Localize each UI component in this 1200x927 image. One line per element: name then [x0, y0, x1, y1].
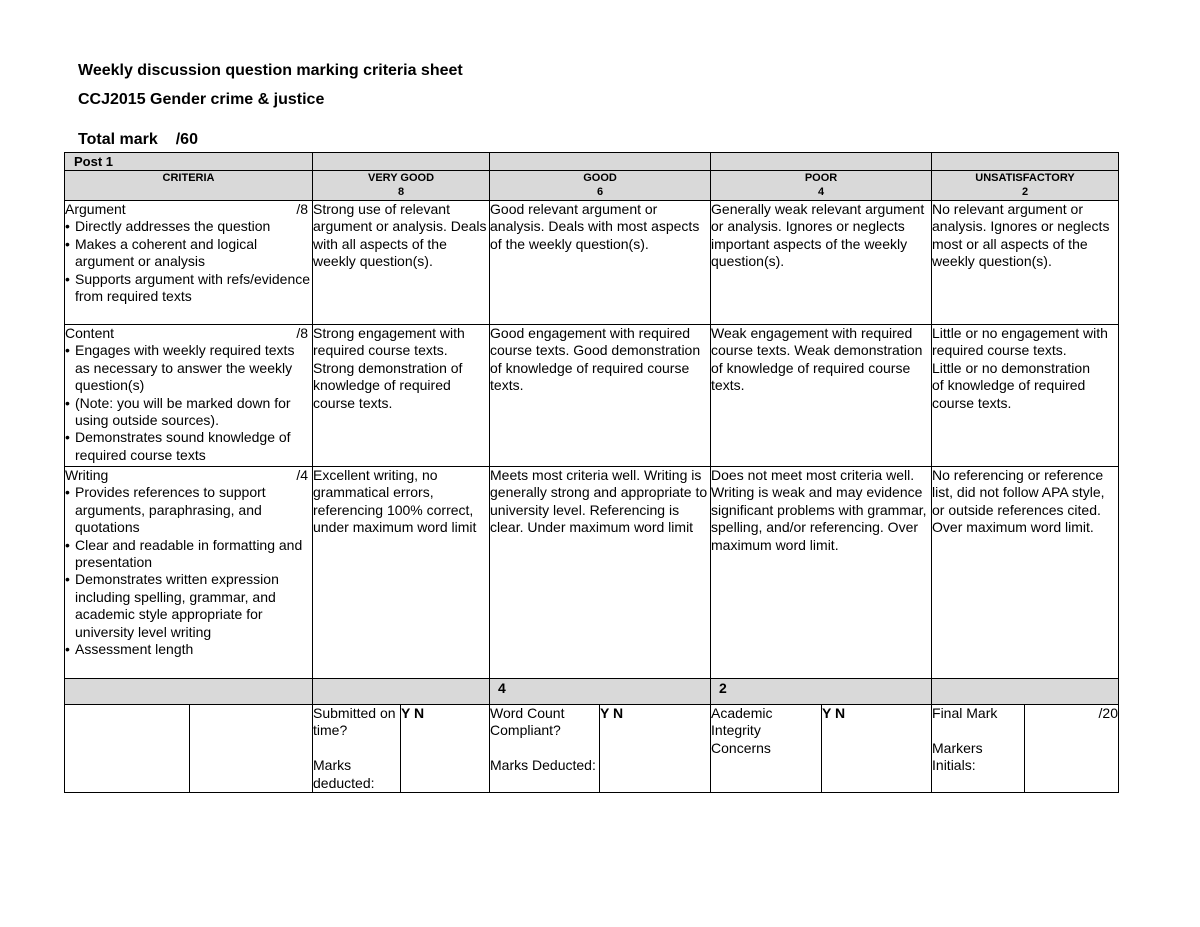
criteria-row-argument — [65, 201, 1119, 325]
integrity-label: Academic Integrity Concerns — [711, 705, 773, 756]
criteria-cell-argument — [65, 201, 313, 325]
header-poor: POOR 4 — [711, 171, 932, 201]
criteria-max: /4 — [296, 467, 309, 483]
wordcount-cell — [490, 705, 600, 793]
criteria-name: Argument — [65, 201, 126, 217]
writing-very-good: Excellent writing, no grammatical errors, referencing 100% correct, under maximum word limit — [313, 467, 490, 679]
total-mark-label: Total mark — [78, 131, 158, 148]
criteria-bullet: • (Note: you will be marked down for using outside sources). — [65, 395, 312, 430]
criteria-max: /8 — [296, 201, 309, 217]
argument-unsatisfactory: No relevant argument or analysis. Ignores or neglects most or all aspects of the weekly question(s). — [932, 201, 1119, 325]
footer-row — [65, 705, 1119, 793]
wordcount-label: Word Count Compliant? — [490, 705, 565, 739]
content-good: Good engagement with required course texts. Good demonstration of knowledge of required course texts. — [490, 325, 711, 467]
total-mark-value: /60 — [175, 131, 198, 148]
marking-rubric-table — [64, 152, 1119, 793]
final-mark-label: Final Mark — [932, 705, 998, 721]
post-cell — [65, 153, 313, 171]
criteria-bullet: • Clear and readable in formatting and presentation — [65, 537, 312, 572]
course-title: CCJ2015 Gender crime & justice — [78, 91, 325, 108]
criteria-name: Content — [65, 325, 115, 341]
criteria-cell-writing — [65, 467, 313, 679]
submitted-label: Submitted on time? — [313, 705, 396, 739]
criteria-bullet: • Demonstrates sound knowledge of required course texts — [65, 429, 312, 464]
content-unsatisfactory: Little or no engagement with required course texts. Little or no demonstration of knowledge of required course texts. — [932, 325, 1119, 467]
header-row — [65, 171, 1119, 201]
header-good: GOOD 6 — [490, 171, 711, 201]
footer-blank-1 — [65, 705, 190, 793]
header-criteria: CRITERIA — [65, 171, 313, 201]
criteria-bullet: • Engages with weekly required texts as necessary to answer the weekly question(s) — [65, 342, 312, 394]
criteria-bullet: • Supports argument with refs/evidence from required texts — [65, 271, 312, 306]
criteria-row-writing — [65, 467, 1119, 679]
final-mark-value: /20 — [1025, 705, 1119, 793]
post-row — [65, 153, 1119, 171]
criteria-bullet: • Directly addresses the question — [65, 218, 312, 235]
criteria-bullet: • Provides references to support arguments, paraphrasing, and quotations — [65, 484, 312, 536]
criteria-bullet: • Makes a coherent and logical argument or analysis — [65, 236, 312, 271]
writing-poor: Does not meet most criteria well. Writing is weak and may evidence significant problems with grammar, spelling, and/or referencing. Over maximum word limit. — [711, 467, 932, 679]
wordcount-deducted-label: Marks Deducted: — [490, 757, 596, 774]
writing-unsatisfactory: No referencing or reference list, did not follow APA style, or outside references cited. Over maximum word limit. — [932, 467, 1119, 679]
score-row — [65, 679, 1119, 705]
post-label: Post 1 — [74, 154, 114, 169]
integrity-cell — [711, 705, 822, 793]
submitted-cell — [313, 705, 401, 793]
criteria-bullet: • Assessment length — [65, 641, 312, 658]
content-very-good: Strong engagement with required course texts. Strong demonstration of knowledge of required course texts. — [313, 325, 490, 467]
footer-blank-2 — [190, 705, 313, 793]
criteria-bullet: • Demonstrates written expression including spelling, grammar, and academic style appropriate for university level writing — [65, 571, 312, 641]
score-poor: 2 — [711, 679, 932, 705]
submitted-deducted-label: Marks deducted: — [313, 757, 375, 791]
criteria-max: /8 — [296, 325, 309, 341]
writing-good: Meets most criteria well. Writing is generally strong and appropriate to university level. Referencing is clear. Under maximum word limit — [490, 467, 711, 679]
criteria-name: Writing — [65, 467, 109, 483]
argument-good: Good relevant argument or analysis. Deals with most aspects of the weekly question(s). — [490, 201, 711, 325]
submitted-yn: Y N — [401, 705, 490, 793]
score-good: 4 — [490, 679, 711, 705]
header-unsatisfactory: UNSATISFACTORY 2 — [932, 171, 1119, 201]
content-poor: Weak engagement with required course texts. Weak demonstration of knowledge of required course texts. — [711, 325, 932, 467]
total-mark — [78, 131, 198, 149]
argument-very-good: Strong use of relevant argument or analysis. Deals with all aspects of the weekly question(s). — [313, 201, 490, 325]
header-very-good: VERY GOOD 8 — [313, 171, 490, 201]
criteria-cell-content — [65, 325, 313, 467]
page-title: Weekly discussion question marking criteria sheet — [78, 62, 463, 79]
criteria-row-content — [65, 325, 1119, 467]
markers-initials-label: Markers Initials: — [932, 739, 983, 774]
integrity-yn: Y N — [822, 705, 932, 793]
argument-poor: Generally weak relevant argument or analysis. Ignores or neglects important aspects of the weekly question(s). — [711, 201, 932, 325]
final-mark-cell — [932, 705, 1025, 793]
wordcount-yn: Y N — [600, 705, 711, 793]
